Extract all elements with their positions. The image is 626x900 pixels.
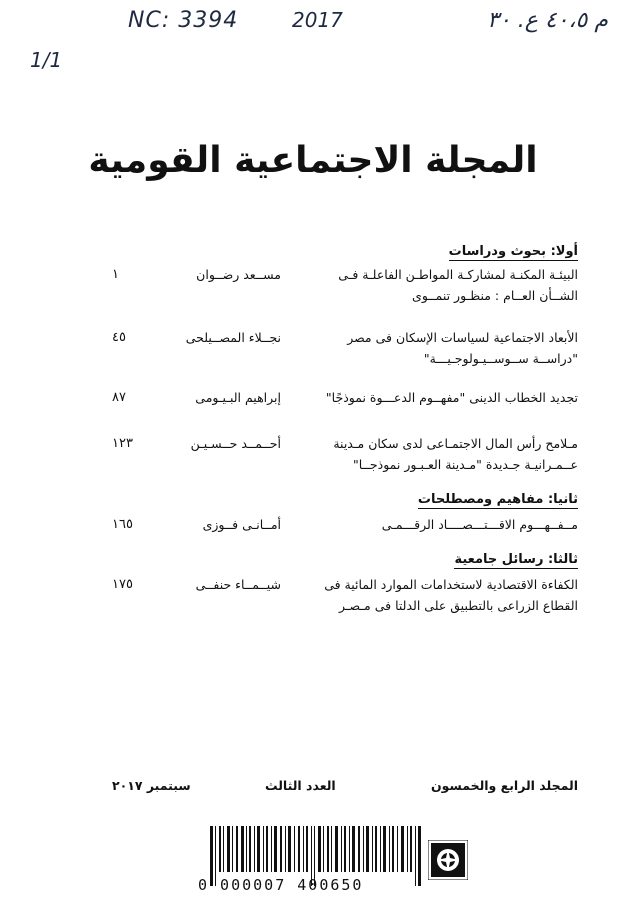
entry-author: شيــمــاء حنفــى	[195, 577, 281, 592]
entry-page: ١	[112, 267, 119, 282]
entry-page: ٨٧	[112, 390, 126, 405]
entry-title: الكفاءة الاقتصادية لاستخدامات الموارد المائية فى القطاع الزراعى بالتطبيق على الدلتا فى مـصـر	[324, 577, 578, 613]
barcode-digits: 0 000007 400650	[198, 876, 364, 894]
entry-title: تجديد الخطاب الدينى "مفهــوم الدعـــوة نموذجًا"	[325, 390, 578, 405]
entry-title: البيئـة المكنـة لمشاركـة المواطـن الفاعلـة فـى الشــأن العــام : منظـور تنمــوى	[338, 267, 578, 303]
publisher-logo-icon	[428, 840, 468, 880]
entry-page: ١٢٣	[112, 436, 133, 451]
handwritten-volume-note: م ٤٠،٥ ع. ٣٠	[487, 8, 608, 33]
date-label: سبتمبر ٢٠١٧	[112, 778, 191, 793]
entry-author: مســعد رضــوان	[196, 267, 281, 282]
section-title-research: أولا: بحوث ودراسات	[448, 244, 578, 259]
entry-page: ٤٥	[112, 330, 126, 345]
volume-label: المجلد الرابع والخمسون	[430, 778, 578, 793]
handwritten-year: 2017	[292, 8, 343, 32]
entry-title: مــفــهـــوم الاقـــتـــصــــاد الرقـــمـى	[381, 517, 578, 532]
entry-title: مـلامح رأس المال الاجتمـاعى لدى سكان مـدينة عــمـرانيـة جـديدة "مـدينة العـبـور نموذجــا"	[333, 436, 578, 472]
handwritten-catalog-number: NC: 3394	[128, 8, 239, 33]
entry-page: ١٦٥	[112, 517, 133, 532]
entry-page: ١٧٥	[112, 577, 133, 592]
section-title-theses: ثالثا: رسائل جامعية	[454, 552, 578, 567]
entry-title: الأبعاد الاجتماعية لسياسات الإسكان فى مصر "دراســة ســوســيـولوجـيـــة"	[347, 330, 578, 366]
entry-author: إبراهيم البـيـومى	[195, 390, 281, 405]
journal-title: المجلة الاجتماعية القومية	[88, 140, 538, 181]
entry-author: نجــلاء المصــيلحى	[185, 330, 281, 345]
section-title-concepts: ثانيا: مفاهيم ومصطلحات	[417, 492, 578, 507]
entry-author: أحــمــد حــسـيـن	[190, 436, 281, 451]
handwritten-page-count: 1/1	[30, 48, 63, 72]
entry-author: أمــانـى فــوزى	[202, 517, 281, 532]
issue-label: العدد الثالث	[265, 778, 336, 793]
